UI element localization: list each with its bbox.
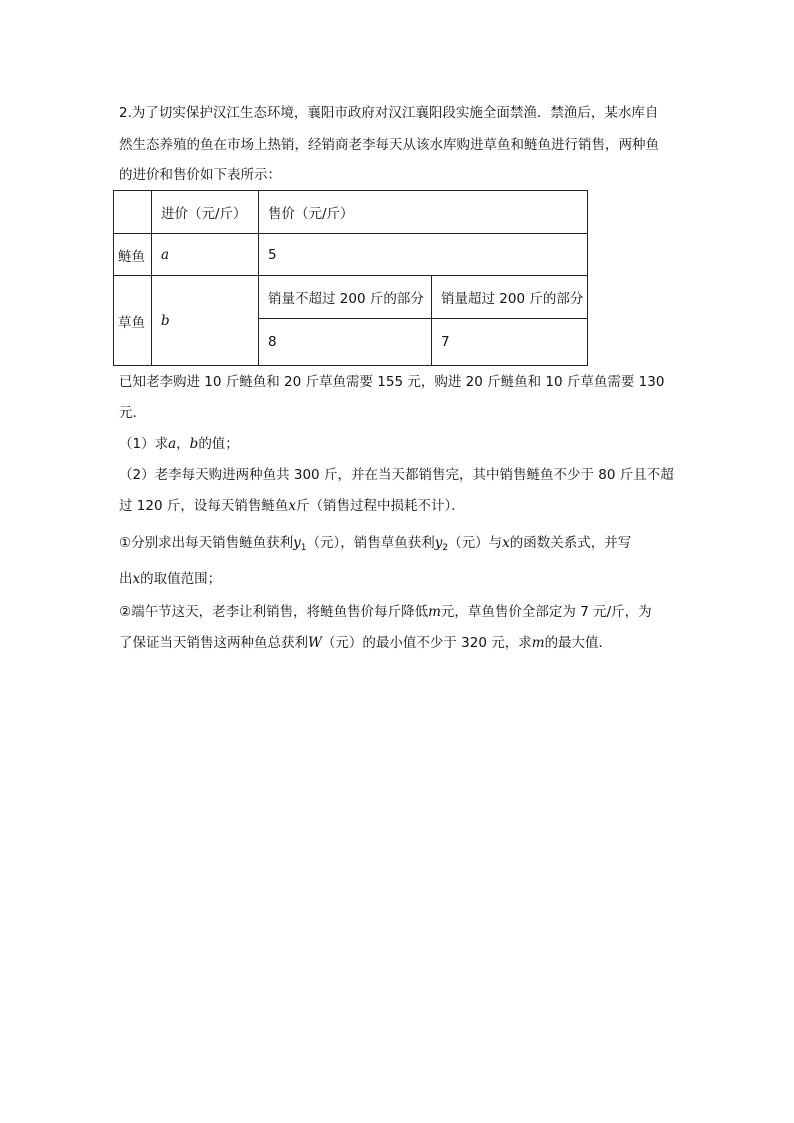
question-1 bbox=[119, 434, 239, 454]
table-cell-empty bbox=[114, 191, 152, 234]
table-header-sale: 售价（元/斤） bbox=[259, 191, 588, 234]
question-1-suffix: 的值； bbox=[198, 436, 239, 452]
q2-1-mid: （元），销售草鱼获利 bbox=[306, 535, 435, 551]
table-purchase-value: b bbox=[161, 312, 170, 329]
q2-1-line-2-suffix: 的取值范围； bbox=[140, 571, 222, 587]
question-2-line-2-prefix: 过 120 斤，设每天销售鲢鱼 bbox=[119, 498, 289, 514]
subscript-2: 2 bbox=[442, 543, 449, 553]
question-2-line-2 bbox=[119, 496, 465, 516]
problem-intro-line-2: 然生态养殖的鱼在市场上热销，经销商老李每天从该水库购进草鱼和鲢鱼进行销售，两种鱼 bbox=[119, 137, 659, 153]
table-header-purchase: 进价（元/斤） bbox=[152, 191, 259, 234]
var-b: b bbox=[189, 436, 199, 452]
q2-2-line-1-suffix: 元，草鱼售价全部定为 7 元/斤，为 bbox=[440, 604, 652, 620]
table-sale-value: 5 bbox=[259, 234, 588, 276]
q2-2-line-2-suffix: 的最大值． bbox=[544, 635, 613, 651]
var-a: a bbox=[168, 436, 177, 452]
q2-1-suffix: 的函数关系式，并写 bbox=[509, 535, 632, 551]
table-fish-name: 草鱼 bbox=[114, 276, 152, 366]
var-x: x bbox=[288, 498, 296, 514]
var-m: m bbox=[531, 635, 545, 651]
subscript-1: 1 bbox=[300, 543, 307, 553]
q2-2-line-2-mid: （元）的最小值不少于 320 元，求 bbox=[321, 635, 532, 651]
table-sale-value-under-200: 8 bbox=[259, 319, 432, 366]
q2-1-mid2: （元）与 bbox=[448, 535, 503, 551]
problem-intro-line-3: 的进价和售价如下表所示： bbox=[119, 167, 281, 183]
question-2-2-line-1 bbox=[119, 602, 652, 622]
q2-1-prefix: ①分别求出每天销售鲢鱼获利 bbox=[119, 535, 294, 551]
table-sale-value-over-200: 7 bbox=[432, 319, 588, 366]
question-2-2-line-2 bbox=[119, 633, 612, 653]
known-line-1: 已知老李购进 10 斤鲢鱼和 20 斤草鱼需要 155 元，购进 20 斤鲢鱼和 10 斤草鱼需要 130 bbox=[119, 374, 665, 390]
question-2-1-line-1 bbox=[119, 533, 631, 558]
table-subheader-over-200: 销量超过 200 斤的部分 bbox=[432, 276, 588, 319]
question-2-line-2-suffix: 斤（销售过程中损耗不计）． bbox=[295, 498, 465, 514]
table-row bbox=[114, 191, 588, 234]
table-fish-name: 鲢鱼 bbox=[114, 234, 152, 276]
q2-2-line-2-prefix: 了保证当天销售这两种鱼总获利 bbox=[119, 635, 308, 651]
var-x: x bbox=[132, 571, 141, 587]
var-y1: y bbox=[293, 535, 301, 551]
price-table bbox=[113, 190, 588, 366]
table-subheader-under-200: 销量不超过 200 斤的部分 bbox=[259, 276, 432, 319]
table-row bbox=[114, 276, 588, 319]
question-1-prefix: （1）求 bbox=[119, 436, 169, 452]
q2-1-line-2-prefix: 出 bbox=[119, 571, 133, 587]
table-row bbox=[114, 234, 588, 276]
question-2-1-line-2 bbox=[119, 569, 221, 589]
problem-intro-line-1: 2.为了切实保护汉江生态环境，襄阳市政府对汉江襄阳段实施全面禁渔．禁渔后，某水库自 bbox=[119, 105, 659, 121]
var-y2: y bbox=[434, 535, 443, 551]
table-purchase-value: a bbox=[161, 246, 170, 263]
known-line-2: 元． bbox=[119, 405, 146, 421]
q2-2-line-1-prefix: ②端午节这天，老李让利销售，将鲢鱼售价每斤降低 bbox=[119, 604, 429, 620]
var-w: W bbox=[308, 635, 322, 651]
question-2-line-1: （2）老李每天购进两种鱼共 300 斤，并在当天都销售完，其中销售鲢鱼不少于 80 斤且不超 bbox=[119, 467, 674, 483]
separator: ， bbox=[176, 436, 190, 452]
var-x: x bbox=[502, 535, 510, 551]
var-m: m bbox=[428, 604, 441, 620]
